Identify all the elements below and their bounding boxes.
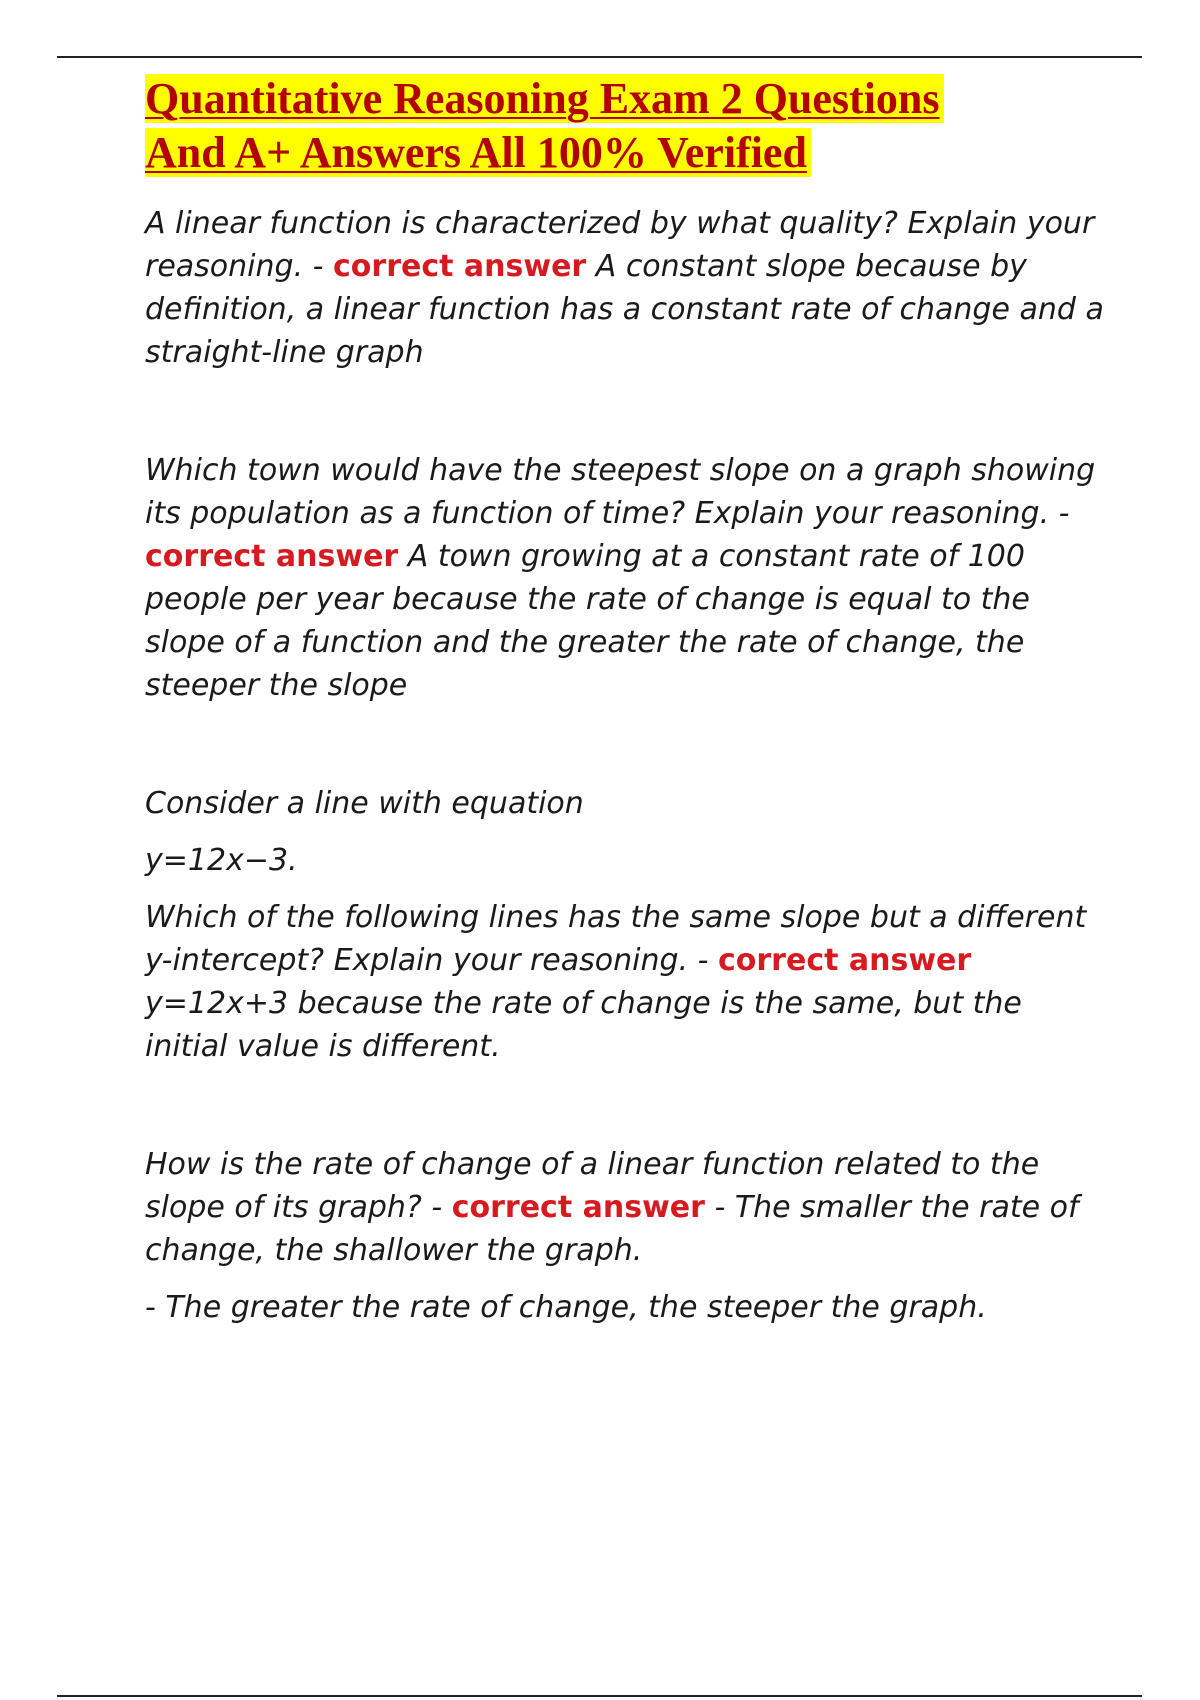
- qa-item-4: [145, 1143, 1105, 1329]
- title-line-2: And A+ Answers All 100% Verified: [145, 128, 811, 177]
- correct-answer-label: correct answer: [717, 943, 972, 978]
- question-text: Which town would have the steepest slope on a graph showing its population as a function of time? Explain your reasoning. -: [145, 453, 1096, 531]
- qa-text: [145, 896, 1105, 1068]
- answer-continuation: - The greater the rate of change, the steeper the graph.: [145, 1290, 987, 1325]
- qa-text: [145, 202, 1105, 374]
- answer-text: y=12x+3 because the rate of change is the same, but the initial value is different.: [145, 986, 1022, 1064]
- title-line-1: Quantitative Reasoning Exam 2 Questions: [145, 74, 944, 123]
- answer-text: A constant slope because by definition, a linear function has a constant rate of change and a straight-line graph: [145, 249, 1104, 370]
- question-text: A linear function is characterized by what quality? Explain your reasoning. -: [145, 206, 1095, 284]
- document-title: [145, 72, 1105, 180]
- answer-text: - The smaller the rate of change, the shallower the graph.: [145, 1190, 1079, 1268]
- question-text: How is the rate of change of a linear function related to the slope of its graph? -: [145, 1147, 1040, 1225]
- qa-text: [145, 449, 1105, 707]
- qa-item-3: [145, 782, 1105, 1068]
- answer-text: A town growing at a constant rate of 100 people per year because the rate of change is equal to the slope of a function and the greater the rate of change, the steeper the slope: [145, 539, 1030, 703]
- equation-text: y=12x−3.: [145, 843, 298, 878]
- top-rule: [57, 56, 1142, 58]
- qa-item-1: [145, 202, 1105, 374]
- correct-answer-label: correct answer: [333, 249, 587, 284]
- correct-answer-label: correct answer: [451, 1190, 705, 1225]
- correct-answer-label: correct answer: [145, 539, 399, 574]
- question-intro: Consider a line with equation: [145, 786, 584, 821]
- document-body: [145, 72, 1105, 1404]
- question-text: Which of the following lines has the same slope but a different y-intercept? Explain your reasoning. -: [145, 900, 1087, 978]
- qa-item-2: [145, 449, 1105, 707]
- bottom-rule: [57, 1695, 1142, 1697]
- qa-text: [145, 1143, 1105, 1272]
